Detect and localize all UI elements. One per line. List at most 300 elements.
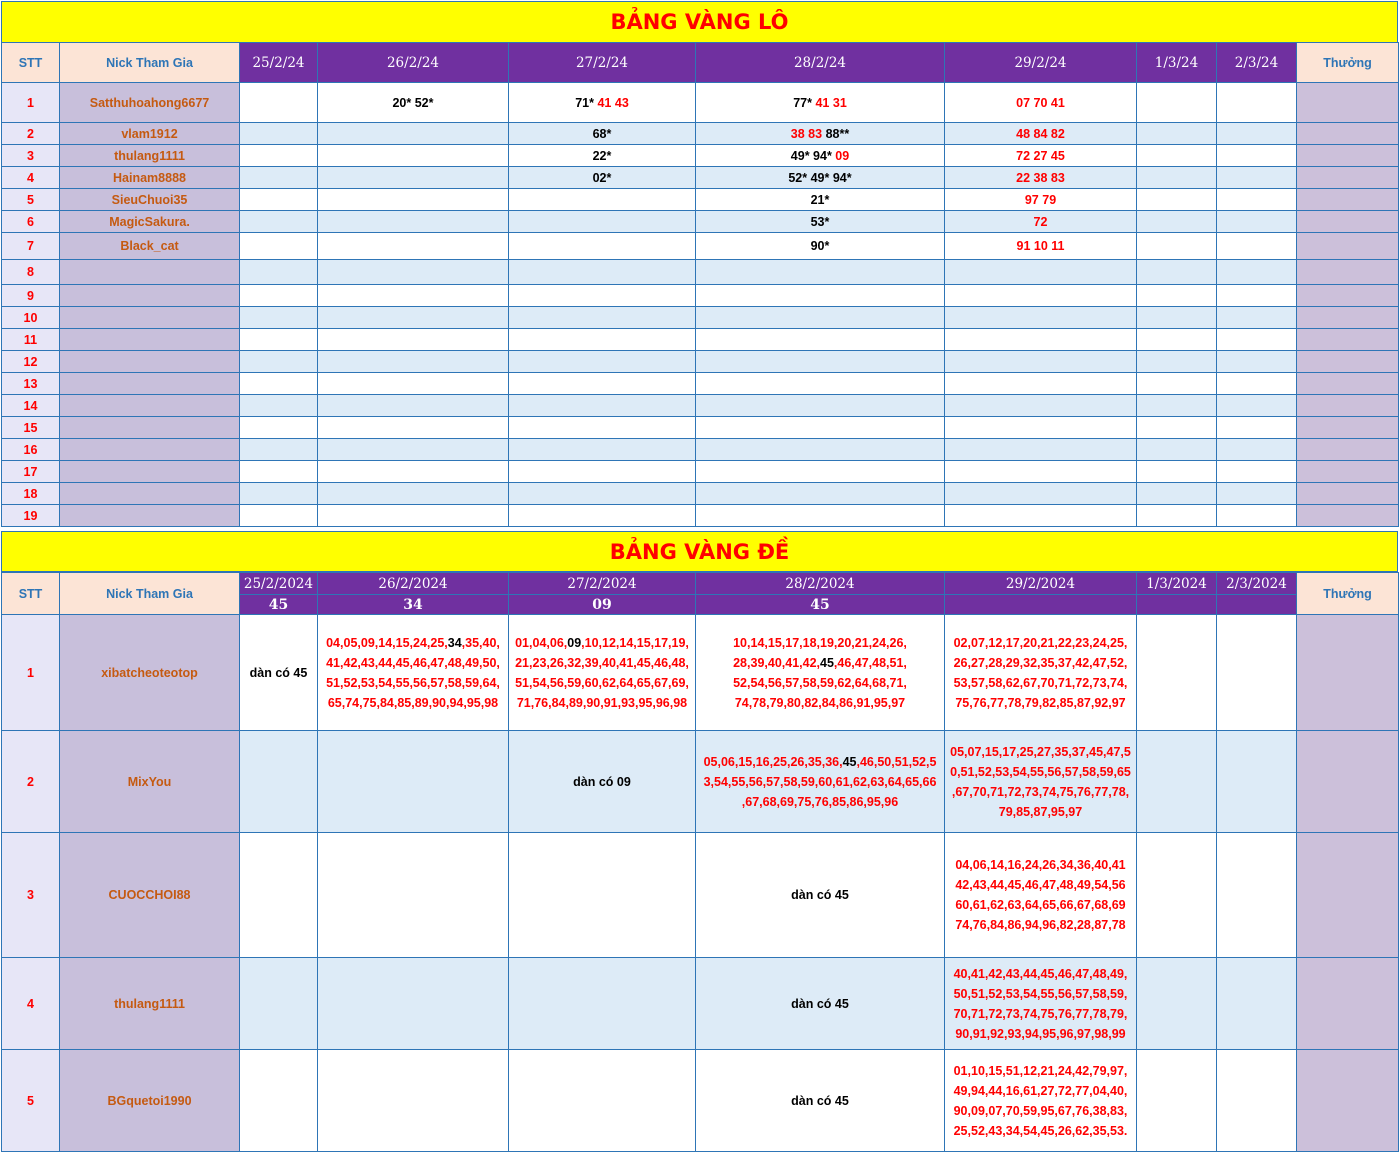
thuong-cell — [1297, 285, 1399, 307]
lo-title: BẢNG VÀNG LÔ — [610, 10, 789, 34]
lo-pick-cell — [509, 83, 696, 123]
lo-table — [1, 42, 1399, 527]
lo-pick-cell — [1137, 505, 1217, 527]
lo-pick-cell — [696, 505, 945, 527]
pick-line — [696, 772, 944, 792]
cell-value: 05,06,15,16,25,26,35,36, — [703, 754, 843, 769]
pick-line — [696, 653, 944, 673]
pick-line — [945, 1024, 1136, 1044]
pick-line — [696, 752, 944, 772]
lo-row — [2, 417, 1399, 439]
de-pick-cell — [240, 958, 318, 1050]
lo-pick-cell — [509, 483, 696, 505]
lo-pick-cell — [1217, 505, 1297, 527]
pick-line — [945, 802, 1136, 822]
lo-pick-cell — [509, 167, 696, 189]
cell-value: 52,54,56,57,58,59,62,64,68,71, — [733, 675, 907, 690]
thuong-cell — [1297, 615, 1399, 731]
cell-value: 52* 49* 94* — [788, 170, 852, 185]
cell-value: 97 79 — [1024, 192, 1057, 207]
lo-pick-cell — [1137, 189, 1217, 211]
nick-cell — [60, 285, 240, 307]
cell-value: 34 — [447, 635, 462, 650]
de-pick-cell — [1137, 615, 1217, 731]
result-number — [945, 595, 1137, 615]
lo-pick-cell — [318, 123, 509, 145]
pick-line — [945, 1004, 1136, 1024]
de-row — [2, 1050, 1399, 1152]
thuong-cell — [1297, 439, 1399, 461]
date-header: 25/2/2024 — [240, 573, 318, 595]
date-header: 28/2/2024 — [696, 573, 945, 595]
lo-pick-cell — [240, 145, 318, 167]
pick-line — [696, 673, 944, 693]
de-pick-cell — [1217, 731, 1297, 833]
cell-value: dàn có 45 — [249, 665, 308, 680]
lo-pick-cell — [945, 260, 1137, 285]
de-pick-cell — [318, 731, 509, 833]
nick-cell — [60, 373, 240, 395]
lo-pick-cell — [318, 417, 509, 439]
lo-pick-cell — [945, 461, 1137, 483]
de-pick-cell — [240, 1050, 318, 1152]
pick-line — [945, 1061, 1136, 1081]
de-pick-cell — [1137, 731, 1217, 833]
nick-cell — [60, 461, 240, 483]
date-header: 26/2/24 — [318, 43, 509, 83]
lo-pick-cell — [318, 233, 509, 260]
lo-pick-cell — [1217, 461, 1297, 483]
lo-pick-cell — [509, 145, 696, 167]
lo-pick-cell — [240, 417, 318, 439]
thuong-cell — [1297, 461, 1399, 483]
lo-pick-cell — [240, 461, 318, 483]
stt-cell: 6 — [2, 211, 60, 233]
thuong-cell — [1297, 329, 1399, 351]
lo-pick-cell — [240, 505, 318, 527]
lo-pick-cell — [945, 373, 1137, 395]
lo-pick-cell — [1217, 307, 1297, 329]
nick-cell — [60, 483, 240, 505]
pick-line — [945, 875, 1136, 895]
stt-cell: 16 — [2, 439, 60, 461]
lo-pick-cell — [696, 233, 945, 260]
lo-row — [2, 145, 1399, 167]
cell-value: 70,71,72,73,74,75,76,77,78,79, — [953, 1006, 1128, 1021]
lo-row — [2, 189, 1399, 211]
cell-value: 51,54,56,59,60,62,64,65,67,69, — [515, 675, 689, 690]
lo-pick-cell — [318, 167, 509, 189]
de-pick-cell — [1217, 1050, 1297, 1152]
stt-cell: 8 — [2, 260, 60, 285]
de-row — [2, 958, 1399, 1050]
de-pick-cell — [945, 731, 1137, 833]
cell-value: 40,41,42,43,44,45,46,47,48,49, — [953, 966, 1128, 981]
lo-pick-cell — [240, 123, 318, 145]
lo-pick-cell — [1217, 285, 1297, 307]
de-pick-cell — [509, 615, 696, 731]
de-pick-cell — [1217, 958, 1297, 1050]
lo-row — [2, 505, 1399, 527]
thuong-cell — [1297, 167, 1399, 189]
lo-pick-cell — [1137, 329, 1217, 351]
date-header: 29/2/2024 — [945, 573, 1137, 595]
lo-pick-cell — [1217, 83, 1297, 123]
cell-value: ,67,68,69,75,76,85,86,95,96 — [741, 794, 899, 809]
de-pick-cell — [1137, 833, 1217, 958]
lo-pick-cell — [945, 145, 1137, 167]
cell-value: 48 84 82 — [1016, 126, 1065, 141]
stt-cell: 3 — [2, 145, 60, 167]
lo-pick-cell — [318, 395, 509, 417]
de-pick-cell — [945, 615, 1137, 731]
de-pick-cell — [1217, 833, 1297, 958]
lo-pick-cell — [1137, 373, 1217, 395]
thuong-cell — [1297, 833, 1399, 958]
pick-line — [696, 1091, 944, 1111]
de-pick-cell — [696, 731, 945, 833]
lo-pick-cell — [318, 329, 509, 351]
lo-pick-cell — [696, 351, 945, 373]
stt-header: STT — [2, 43, 60, 83]
cell-value: 90* — [810, 239, 830, 253]
lo-pick-cell — [240, 351, 318, 373]
stt-cell: 3 — [2, 833, 60, 958]
result-number — [1137, 595, 1217, 615]
lo-row — [2, 211, 1399, 233]
lo-pick-cell — [696, 145, 945, 167]
cell-value: 41,42,43,44,45,46,47,48,49,50, — [326, 655, 500, 670]
lo-pick-cell — [1137, 83, 1217, 123]
nick-cell — [60, 439, 240, 461]
pick-line — [945, 782, 1136, 802]
cell-value: dàn có 45 — [791, 1093, 849, 1108]
lo-pick-cell — [509, 211, 696, 233]
lo-pick-cell — [945, 123, 1137, 145]
lo-pick-cell — [696, 83, 945, 123]
de-pick-cell — [509, 731, 696, 833]
cell-value: 51,52,53,54,55,56,57,58,59,64, — [326, 675, 500, 690]
thuong-cell — [1297, 1050, 1399, 1152]
nick-cell — [60, 307, 240, 329]
lo-pick-cell — [240, 439, 318, 461]
lo-pick-cell — [240, 260, 318, 285]
cell-value: 04,05,09,14,15,24,25, — [326, 635, 448, 650]
date-header: 1/3/24 — [1137, 43, 1217, 83]
cell-value: 25,52,43,34,54,45,26,62,35,53. — [953, 1123, 1128, 1138]
lo-pick-cell — [1217, 417, 1297, 439]
nick-cell: thulang1111 — [60, 145, 240, 167]
stt-cell: 10 — [2, 307, 60, 329]
stt-cell: 9 — [2, 285, 60, 307]
lo-pick-cell — [509, 439, 696, 461]
lo-pick-cell — [240, 233, 318, 260]
lo-pick-cell — [318, 505, 509, 527]
lo-pick-cell — [509, 233, 696, 260]
lo-pick-cell — [318, 83, 509, 123]
lo-header-row — [2, 43, 1399, 83]
stt-cell: 5 — [2, 189, 60, 211]
stt-cell: 18 — [2, 483, 60, 505]
lo-pick-cell — [1217, 351, 1297, 373]
cell-value: ,46,50,51,52,5 — [856, 754, 937, 769]
date-header: 1/3/2024 — [1137, 573, 1217, 595]
lo-pick-cell — [318, 373, 509, 395]
lo-pick-cell — [318, 307, 509, 329]
pick-line — [240, 663, 317, 683]
pick-line — [945, 633, 1136, 653]
cell-value: 74,78,79,80,82,84,86,91,95,97 — [734, 695, 906, 710]
de-pick-cell — [1137, 1050, 1217, 1152]
lo-pick-cell — [318, 439, 509, 461]
pick-line — [945, 1081, 1136, 1101]
pick-line — [945, 855, 1136, 875]
de-table — [1, 572, 1399, 1152]
lo-pick-cell — [240, 307, 318, 329]
thuong-header: Thưởng — [1297, 43, 1399, 83]
thuong-cell — [1297, 731, 1399, 833]
cell-value: 38 83 — [790, 126, 826, 141]
nick-cell: thulang1111 — [60, 958, 240, 1050]
lo-pick-cell — [509, 189, 696, 211]
nick-cell: MagicSakura. — [60, 211, 240, 233]
lo-row — [2, 123, 1399, 145]
cell-value: 41 31 — [815, 95, 847, 110]
cell-value: 74,76,84,86,94,96,82,28,87,78 — [955, 918, 1126, 932]
lo-pick-cell — [509, 123, 696, 145]
stt-cell: 1 — [2, 83, 60, 123]
lo-pick-cell — [240, 83, 318, 123]
stt-cell: 7 — [2, 233, 60, 260]
cell-value: dàn có 45 — [791, 996, 849, 1011]
cell-value: 09 — [567, 635, 582, 650]
pick-line — [945, 742, 1136, 762]
pick-line — [696, 693, 944, 713]
pick-line — [509, 673, 695, 693]
de-pick-cell — [509, 833, 696, 958]
de-pick-cell — [945, 1050, 1137, 1152]
stt-cell: 11 — [2, 329, 60, 351]
cell-value: 49* 94* — [790, 148, 836, 163]
lo-row — [2, 307, 1399, 329]
lo-pick-cell — [696, 483, 945, 505]
lo-pick-cell — [240, 395, 318, 417]
nick-cell: Hainam8888 — [60, 167, 240, 189]
lo-pick-cell — [1137, 167, 1217, 189]
pick-line — [509, 653, 695, 673]
lo-pick-cell — [1217, 211, 1297, 233]
lo-pick-cell — [509, 417, 696, 439]
thuong-cell — [1297, 958, 1399, 1050]
lo-pick-cell — [509, 260, 696, 285]
nick-header: Nick Tham Gia — [60, 43, 240, 83]
lo-pick-cell — [1217, 123, 1297, 145]
stt-cell: 19 — [2, 505, 60, 527]
pick-line — [696, 994, 944, 1014]
lo-pick-cell — [1217, 329, 1297, 351]
lo-pick-cell — [945, 329, 1137, 351]
lo-pick-cell — [1137, 395, 1217, 417]
thuong-cell — [1297, 505, 1399, 527]
lo-pick-cell — [696, 285, 945, 307]
lo-pick-cell — [945, 483, 1137, 505]
lo-pick-cell — [1217, 395, 1297, 417]
cell-value: 22* — [592, 148, 612, 163]
nick-cell: MixYou — [60, 731, 240, 833]
cell-value: 71* — [575, 95, 598, 110]
lo-pick-cell — [696, 395, 945, 417]
cell-value: 05,07,15,17,25,27,35,37,45,47,5 — [950, 744, 1131, 759]
lo-row — [2, 351, 1399, 373]
cell-value: 65,74,75,84,85,89,90,94,95,98 — [327, 695, 499, 710]
cell-value: ,35,40, — [461, 635, 500, 650]
stt-cell: 2 — [2, 731, 60, 833]
de-pick-cell — [696, 615, 945, 731]
lo-pick-cell — [696, 189, 945, 211]
nick-cell — [60, 329, 240, 351]
pick-line — [945, 984, 1136, 1004]
cell-value: 0,51,52,53,54,55,56,57,58,59,65 — [950, 764, 1131, 779]
de-header-row — [2, 573, 1399, 595]
lo-pick-cell — [1217, 145, 1297, 167]
lo-row — [2, 233, 1399, 260]
stt-cell: 14 — [2, 395, 60, 417]
cell-value: 21,23,26,32,39,40,41,45,46,48, — [515, 655, 689, 670]
cell-value: 07 70 41 — [1016, 95, 1065, 110]
stt-cell: 15 — [2, 417, 60, 439]
lo-pick-cell — [696, 439, 945, 461]
lo-pick-cell — [1217, 260, 1297, 285]
cell-value: 41 43 — [597, 95, 629, 110]
de-pick-cell — [509, 958, 696, 1050]
lo-pick-cell — [1137, 461, 1217, 483]
lo-pick-cell — [1137, 439, 1217, 461]
result-number — [1217, 595, 1297, 615]
thuong-cell — [1297, 395, 1399, 417]
lo-pick-cell — [945, 233, 1137, 260]
lo-pick-cell — [240, 285, 318, 307]
lo-pick-cell — [696, 461, 945, 483]
cell-value: 09 — [835, 148, 850, 163]
lo-pick-cell — [240, 329, 318, 351]
pick-line — [509, 772, 695, 792]
lo-row — [2, 373, 1399, 395]
lo-pick-cell — [509, 395, 696, 417]
lo-pick-cell — [509, 329, 696, 351]
cell-value: 71,76,84,89,90,91,93,95,96,98 — [516, 695, 688, 710]
pick-line — [945, 964, 1136, 984]
nick-cell: BGquetoi1990 — [60, 1050, 240, 1152]
cell-value: 20* 52* — [392, 95, 434, 110]
lo-pick-cell — [696, 167, 945, 189]
de-row — [2, 833, 1399, 958]
stt-header: STT — [2, 573, 60, 615]
de-pick-cell — [696, 958, 945, 1050]
date-header: 27/2/2024 — [509, 573, 696, 595]
cell-value: 53,57,58,62,67,70,71,72,73,74, — [953, 675, 1128, 690]
cell-value: 01,10,15,51,12,21,24,42,79,97, — [953, 1063, 1128, 1078]
de-pick-cell — [945, 833, 1137, 958]
lo-pick-cell — [509, 307, 696, 329]
lo-pick-cell — [509, 285, 696, 307]
stt-cell: 2 — [2, 123, 60, 145]
thuong-cell — [1297, 145, 1399, 167]
lo-pick-cell — [945, 167, 1137, 189]
de-pick-cell — [318, 1050, 509, 1152]
thuong-cell — [1297, 260, 1399, 285]
lo-pick-cell — [1217, 189, 1297, 211]
cell-value: 3,54,55,56,57,58,59,60,61,62,63,64,65,66 — [703, 774, 937, 789]
pick-line — [945, 1121, 1136, 1141]
cell-value: 02,07,12,17,20,21,22,23,24,25, — [953, 635, 1128, 650]
lo-pick-cell — [1137, 285, 1217, 307]
de-pick-cell — [240, 833, 318, 958]
lo-pick-cell — [696, 417, 945, 439]
lo-pick-cell — [1137, 307, 1217, 329]
thuong-cell — [1297, 351, 1399, 373]
thuong-cell — [1297, 83, 1399, 123]
lo-pick-cell — [945, 395, 1137, 417]
lo-pick-cell — [945, 83, 1137, 123]
pick-line — [945, 915, 1136, 935]
lo-pick-cell — [1137, 351, 1217, 373]
lo-row — [2, 395, 1399, 417]
thuong-cell — [1297, 373, 1399, 395]
lo-pick-cell — [696, 329, 945, 351]
pick-line — [945, 895, 1136, 915]
result-number: 45 — [696, 595, 945, 615]
stt-cell: 5 — [2, 1050, 60, 1152]
de-pick-cell — [696, 833, 945, 958]
date-header: 25/2/24 — [240, 43, 318, 83]
pick-line — [945, 693, 1136, 713]
lo-row — [2, 285, 1399, 307]
lo-pick-cell — [1137, 417, 1217, 439]
lo-row — [2, 260, 1399, 285]
stt-cell: 4 — [2, 958, 60, 1050]
cell-value: 68* — [592, 126, 612, 141]
lo-pick-cell — [945, 417, 1137, 439]
lo-title-banner — [1, 1, 1398, 43]
lo-row — [2, 329, 1399, 351]
lo-pick-cell — [696, 260, 945, 285]
nick-cell — [60, 417, 240, 439]
lo-row — [2, 167, 1399, 189]
de-pick-cell — [945, 958, 1137, 1050]
stt-cell: 4 — [2, 167, 60, 189]
de-row — [2, 731, 1399, 833]
nick-header: Nick Tham Gia — [60, 573, 240, 615]
nick-cell: vlam1912 — [60, 123, 240, 145]
nick-cell: Black_cat — [60, 233, 240, 260]
pick-line — [945, 1101, 1136, 1121]
pick-line — [945, 673, 1136, 693]
lo-pick-cell — [696, 373, 945, 395]
de-pick-cell — [318, 615, 509, 731]
lo-pick-cell — [240, 189, 318, 211]
lo-pick-cell — [240, 167, 318, 189]
de-title-banner — [1, 531, 1398, 572]
lo-pick-cell — [509, 373, 696, 395]
thuong-cell — [1297, 123, 1399, 145]
lo-pick-cell — [945, 439, 1137, 461]
cell-value: 60,61,62,63,64,65,66,67,68,69 — [955, 898, 1126, 912]
nick-cell: CUOCCHOI88 — [60, 833, 240, 958]
cell-value: 88** — [825, 126, 850, 141]
lo-pick-cell — [1137, 123, 1217, 145]
cell-value: 72 — [1033, 214, 1048, 229]
lo-pick-cell — [1137, 145, 1217, 167]
